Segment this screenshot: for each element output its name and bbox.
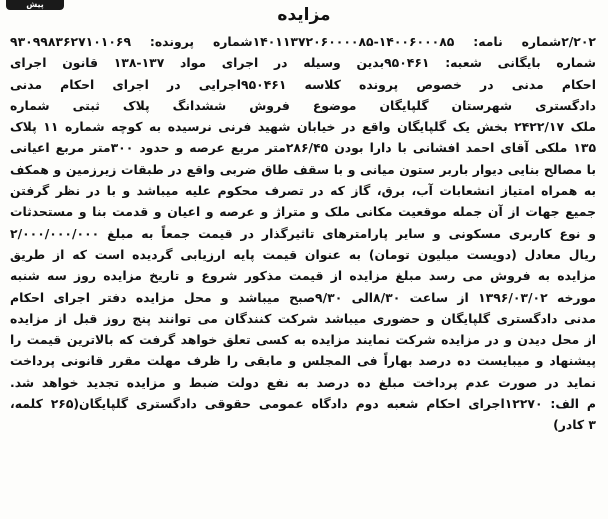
text-line: دادگستری شهرستان گلپایگان موضوع فروش ششدانگ پلاک ثبتی شماره [10,97,596,113]
text-line: به همراه امتیاز انشعابات آب، برق، گاز که در تصرف محکوم علیه میباشد و با در نظر گرفتن [10,183,596,199]
text-line: مزایده به فروش می رسد مبلغ مزایده از قیمت مذکور شروع و تاریخ مزایده روز سه شنبه [10,268,596,284]
text-line: م الف: ۱۲۲۷۰اجرای احکام شعبه دوم دادگاه عمومی حقوقی دادگستری گلپایگان(۲۶۵ کلمه، [10,396,596,412]
text-line: نماید در صورت عدم پرداخت مبلغ ده درصد به نفع دولت ضبط و مزایده تجدید خواهد شد. [10,374,596,390]
text-line: جمیع جهات از آن جمله موقعیت مکانی ملک و متراژ و عرصه و اعیان و قدمت بنا و مستحدثات [10,204,596,220]
text-line: احکام مدنی در خصوص پرونده کلاسه ۹۵۰۴۶۱اجرایی در اجرای احکام مدنی [10,76,596,92]
text-line: پیشنهاد و میبایست ده درصد بهاراً فی المجلس و مابقی را ظرف مهلت مقرر قانونی پرداخت [10,353,596,369]
text-line: ۳ کادر) [553,417,596,433]
text-line: ملک ۲۴۲۲/۱۷ بخش یک گلپایگان واقع در خیابان شهید فرنی نرسیده به کوچه شماره ۱۱ پلاک [10,119,596,135]
corner-mark: پیش [6,0,64,10]
document-title: مزایده [277,5,331,25]
text-line: با مصالح بنایی دیوار باربر ستون میانی و با سقف طاق ضربی واقع در طبقات زیرزمین و همکف [10,161,596,177]
auction-notice-body [10,31,596,436]
text-line: مورخه ۱۳۹۶/۰۳/۰۲ از ساعت ۸/۳۰الی ۹/۳۰صبح میباشد و محل مزایده دفتر اجرای احکام [10,289,596,305]
text-line: و نوع کاربری مسکونی و سایر پارامترهای تاثیرگذار در قیمت جمعاً به مبلغ ۲/۰۰۰/۰۰۰/۰۰۰ [10,225,596,241]
text-line: از محل دیدن و در مزایده شرکت نمایند مزایده به کسی تعلق خواهد گرفت که بالاترین قیمت را [10,332,596,348]
text-line: ریال معادل (دویست میلیون تومان) به عنوان قیمت پایه ارزیابی گردیده است که از طریق [10,246,596,262]
text-line: ۲/۲۰۲شماره نامه: ۱۴۰۰۶۰۰۰۸۵-۱۴۰۱۱۳۷۲۰۶۰۰۰۰۸۵شماره پرونده: ۹۳۰۹۹۸۳۶۲۷۱۰۱۰۶۹ [10,34,596,49]
text-line: مدنی دادگستری گلپایگان و حضوری میباشد شرکت کنندگان می توانند پنج روز قبل از مزایده [10,310,596,326]
text-line: شماره بایگانی شعبه: ۹۵۰۴۶۱بدین وسیله در اجرای مواد ۱۳۷-۱۳۸ قانون اجرای [10,55,596,71]
text-line: ۱۳۵ ملکی آقای احمد افشانی با دارا بودن ۲۸۶/۴۵متر مربع عرصه و حدود ۳۰۰متر مربع اعیانی [10,140,596,156]
